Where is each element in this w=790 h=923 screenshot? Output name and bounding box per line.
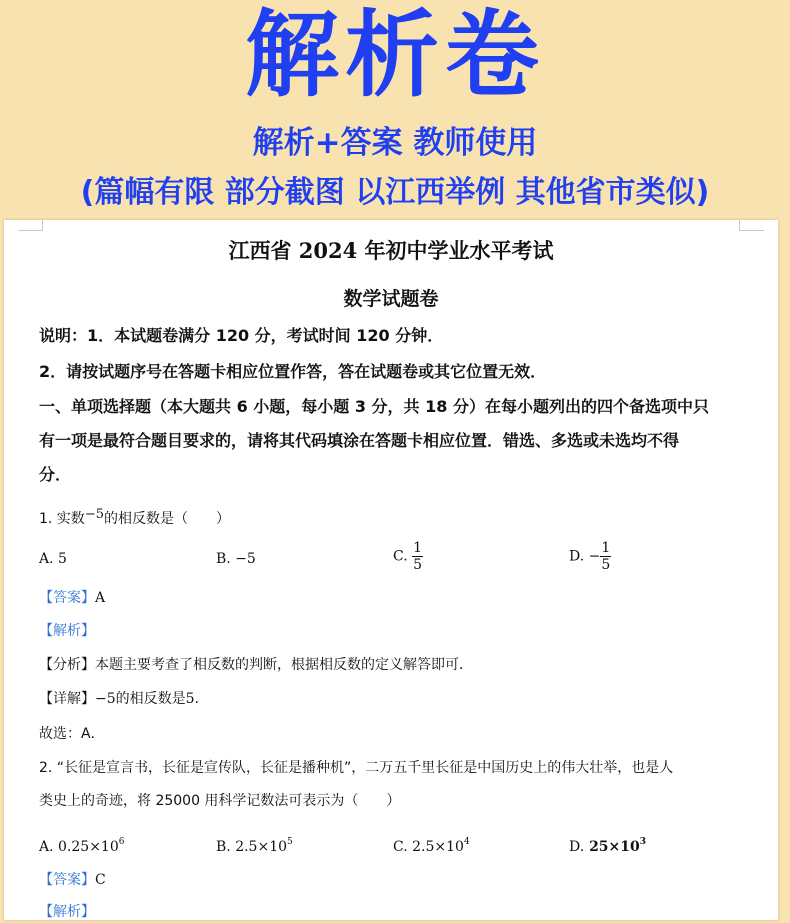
page-corner-mark-left	[18, 220, 43, 231]
section-heading-line-2: 有一项是最符合题目要求的，请将其代码填涂在答题卡相应位置．错选、多选或未选均不得	[39, 431, 680, 450]
q1-option-c	[393, 540, 423, 573]
q1-option-c-denominator: 5	[413, 557, 423, 573]
q1-option-c-numerator: 1	[413, 540, 423, 556]
q1-detail-end: ．	[194, 691, 209, 707]
q1-detail-result: 5	[185, 691, 195, 707]
instruction-line-1: 说明：1．本试题卷满分 120 分，考试时间 120 分钟．	[39, 326, 444, 345]
q1-option-d	[569, 540, 611, 573]
q1-answer	[39, 587, 105, 609]
q1-option-d-sign: −	[588, 548, 601, 565]
q1-answer-value: A	[95, 590, 106, 606]
q1-option-c-label: C.	[393, 548, 408, 565]
q2-option-b-exponent: 5	[287, 837, 293, 847]
q1-choice: 故选：A．	[39, 726, 105, 742]
page-corner-mark-right	[739, 220, 764, 231]
q2-option-a	[39, 831, 124, 858]
q2-option-d-label: D.	[569, 839, 585, 855]
q1-detail-mid: 的相反数是	[115, 691, 186, 707]
doc-title: 江西省 2024 年初中学业水平考试	[228, 238, 554, 263]
q2-option-a-exponent: 6	[118, 837, 125, 847]
q1-option-a-label: A.	[39, 551, 54, 567]
q2-option-a-label: A.	[39, 839, 54, 855]
q2-option-b-label: B.	[216, 839, 231, 855]
q1-option-d-numerator: 1	[601, 540, 611, 556]
q1-option-b-label: B.	[216, 551, 231, 567]
q1-stem-before: 1. 实数	[39, 511, 85, 527]
q1-option-b	[216, 548, 256, 570]
q2-answer	[39, 869, 106, 891]
banner-title: 解析卷	[244, 1, 545, 110]
banner-subtitle: 解析+答案 教师使用	[252, 125, 538, 161]
q1-option-d-denominator: 5	[601, 557, 611, 573]
q2-option-d-base: 25×10	[589, 839, 640, 855]
q1-detail	[39, 688, 209, 710]
q1-fenxi: 【分析】本题主要考查了相反数的判断，根据相反数的定义解答即可．	[39, 657, 473, 673]
q1-analysis-tag: 【解析】	[39, 623, 95, 639]
q1-answer-tag: 【答案】	[39, 590, 95, 606]
banner-note: (篇幅有限 部分截图 以江西举例 其他省市类似)	[80, 175, 710, 210]
q1-option-d-label: D.	[569, 548, 585, 565]
section-heading-line-3: 分．	[39, 465, 72, 484]
q1-option-c-fraction	[412, 540, 423, 573]
q2-analysis-tag: 【解析】	[39, 904, 95, 920]
q2-analysis-heading	[39, 901, 95, 923]
q2-option-a-base: 0.25×10	[58, 839, 119, 855]
doc-subtitle: 数学试题卷	[343, 288, 439, 310]
promo-banner	[0, 0, 790, 222]
document-page	[4, 220, 778, 920]
q2-option-d	[569, 831, 646, 858]
q1-stem-value: −5	[84, 507, 104, 522]
q2-option-c-label: C.	[393, 839, 408, 855]
q2-option-d-exponent: 3	[639, 837, 647, 847]
q2-option-c-base: 2.5×10	[412, 839, 464, 855]
q2-answer-value: C	[95, 872, 106, 888]
q1-analysis-heading	[39, 620, 95, 642]
q2-stem-line-1: 2. “长征是宣言书，长征是宣传队，长征是播种机”，二万五千里长征是中国历史上的伟大壮举，也是人	[39, 760, 674, 776]
q1-option-d-fraction	[600, 540, 611, 573]
q1-stem-after: 的相反数是（ ）	[103, 511, 230, 527]
q2-stem-line-2: 类史上的奇迹，将 25000 用科学记数法可表示为（ ）	[39, 793, 401, 809]
q1-option-b-value: −5	[235, 551, 256, 567]
section-heading-line-1: 一、单项选择题（本大题共 6 小题，每小题 3 分，共 18 分）在每小题列出的四个备选项中只	[39, 397, 709, 416]
q2-option-c	[393, 831, 470, 858]
q1-option-a-value: 5	[58, 551, 67, 567]
q2-option-c-exponent: 4	[463, 837, 470, 847]
q1-detail-value: −5	[95, 691, 116, 707]
q1-option-a	[39, 548, 67, 570]
q2-option-b	[216, 831, 293, 858]
q2-option-b-base: 2.5×10	[235, 839, 288, 855]
q2-answer-tag: 【答案】	[39, 872, 95, 888]
q1-stem	[39, 504, 230, 530]
instruction-line-2: 2．请按试题序号在答题卡相应位置作答，答在试题卷或其它位置无效．	[39, 362, 547, 381]
q1-detail-prefix: 【详解】	[39, 691, 95, 707]
